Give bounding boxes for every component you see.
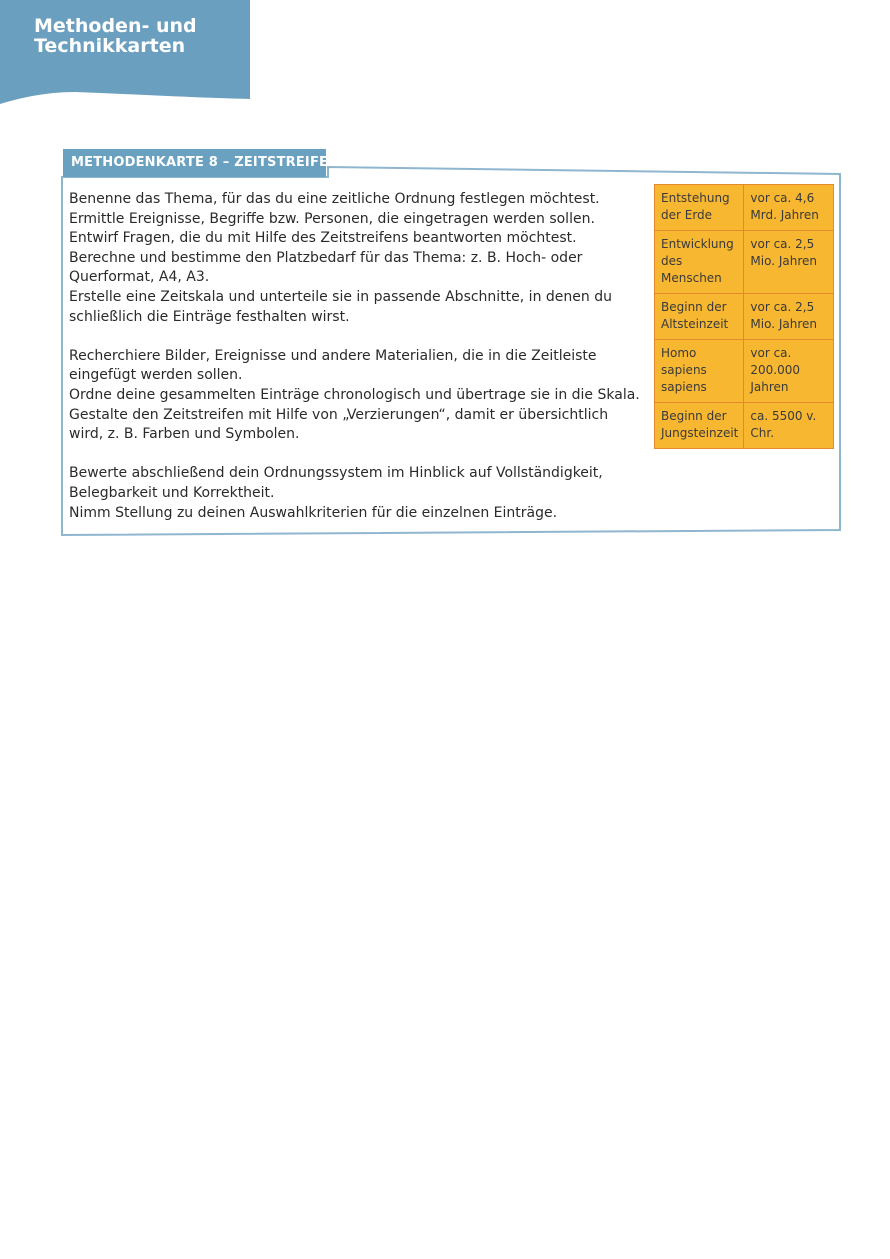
table-row [655, 231, 834, 294]
time-cell: vor ca. 4,6 Mrd. Jahren [744, 185, 834, 231]
instruction-text: Bewerte abschließend dein Ordnungssystem im Hinblick auf Vollständigkeit, Belegbarkeit und Korrektheit. [69, 465, 603, 501]
instruction-text: Recherchiere Bilder, Ereignisse und andere Materialien, die in die Zeitleiste eingefügt werden sollen. [69, 347, 597, 384]
section-title-line1: Methoden- und [34, 15, 197, 37]
table-row [655, 185, 834, 231]
instruction-text: Entwirf Fragen, die du mit Hilfe des Zeitstreifens beantworten möchtest. [69, 230, 577, 247]
event-cell: Entwicklung des Menschen [655, 231, 744, 294]
method-card-instructions [69, 190, 644, 523]
time-cell: ca. 5500 v. Chr. [744, 403, 834, 449]
timeline-example-table [654, 184, 834, 449]
event-cell: Beginn der Altsteinzeit [655, 294, 744, 340]
instruction-paragraph-3 [69, 464, 644, 523]
instruction-text: Ordne deine gesammelten Einträge chronologisch und übertrage sie in die Skala. [69, 386, 640, 403]
instruction-paragraph-2 [69, 347, 644, 445]
instruction-text: Gestalte den Zeitstreifen mit Hilfe von „Verzierungen“, damit er übersichtlich wird, z. B. Farben und Symbolen. [69, 406, 609, 443]
table-row [655, 340, 834, 403]
time-cell: vor ca. 2,5 Mio. Jahren [744, 231, 834, 294]
instruction-text: Ermittle Ereignisse, Begriffe bzw. Personen, die eingetragen werden sollen. [69, 210, 595, 227]
method-card-label: METHODENKARTE 8 – ZEITSTREIFEN [63, 149, 326, 177]
instruction-text: Benenne das Thema, für das du eine zeitliche Ordnung festlegen möchtest. [69, 191, 600, 207]
instruction-text: Berechne und bestimme den Platzbedarf für das Thema: z. B. Hoch- oder Querformat, A4, A3. [69, 249, 583, 286]
instruction-text: Erstelle eine Zeitskala und unterteile sie in passende Abschnitte, in denen du schließlich die Einträge festhalten wirst. [69, 288, 612, 325]
instruction-text: Nimm Stellung zu deinen Auswahlkriterien für die einzelnen Einträge. [69, 504, 558, 521]
time-cell: vor ca. 2,5 Mio. Jahren [744, 294, 834, 340]
table-row [655, 294, 834, 340]
section-title-line2: Technikkarten [34, 35, 186, 57]
event-cell: Homo sapiens sapiens [655, 340, 744, 403]
instruction-paragraph-1 [69, 190, 644, 327]
event-cell: Entstehung der Erde [655, 185, 744, 231]
event-cell: Beginn der Jungsteinzeit [655, 403, 744, 449]
time-cell: vor ca. 200.000 Jahren [744, 340, 834, 403]
table-row [655, 403, 834, 449]
